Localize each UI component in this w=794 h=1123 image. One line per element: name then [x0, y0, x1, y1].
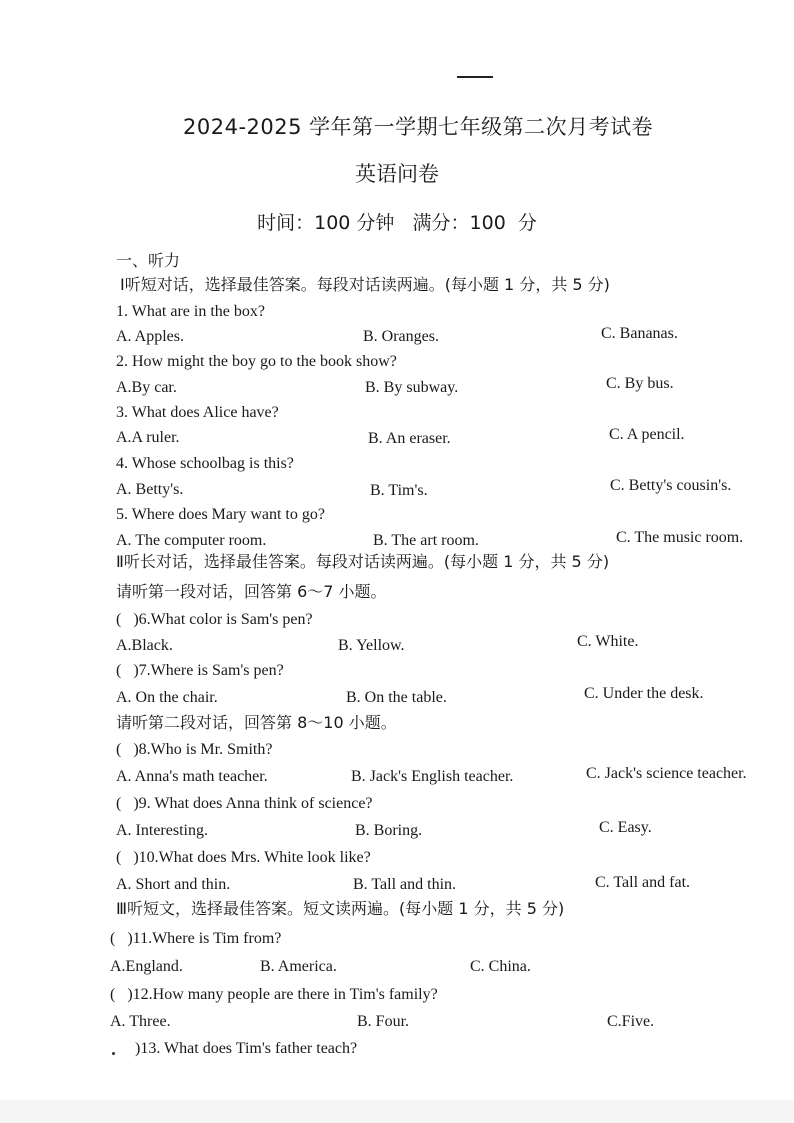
- q8-option-c: C. Jack's science teacher.: [586, 765, 747, 782]
- q10-option-c: C. Tall and fat.: [595, 874, 691, 891]
- q5-question: 5. Where does Mary want to go?: [116, 506, 325, 523]
- q8-option-a: A. Anna's math teacher.: [116, 768, 268, 785]
- q11-text: 11.Where is Tim from?: [132, 930, 282, 947]
- q11-question: [110, 929, 281, 949]
- q6-text: 6.What color is Sam's pen?: [138, 611, 313, 628]
- q6-option-a: A.Black.: [116, 637, 173, 654]
- q10-text: 10.What does Mrs. White look like?: [138, 849, 371, 866]
- answer-blank[interactable]: ( ): [110, 986, 133, 1003]
- q3-option-a: A.A ruler.: [116, 429, 180, 446]
- q12-option-b: B. Four.: [357, 1013, 410, 1030]
- q6-question: [116, 610, 313, 630]
- q9-option-c: C. Easy.: [599, 819, 652, 836]
- part2-instruction: Ⅱ听长对话，选择最佳答案。每段对话读两遍。(每小题 1 分，共 5 分): [116, 552, 610, 571]
- q7-option-c: C. Under the desk.: [584, 685, 704, 702]
- q10-option-a: A. Short and thin.: [116, 876, 231, 893]
- part3-instruction: Ⅲ听短文，选择最佳答案。短文读两遍。(每小题 1 分，共 5 分): [116, 899, 565, 918]
- answer-blank[interactable]: ( ): [116, 741, 139, 758]
- q9-question: [116, 794, 373, 814]
- dialog2-note: 请听第二段对话，回答第 8～10 小题。: [116, 713, 397, 732]
- section-heading: 一、听力: [116, 251, 181, 270]
- q5-option-a: A. The computer room.: [116, 532, 267, 549]
- q5-option-c: C. The music room.: [616, 529, 744, 546]
- q3-question: 3. What does Alice have?: [116, 404, 279, 421]
- scan-speck: [112, 1052, 115, 1055]
- q5-option-b: B. The art room.: [373, 532, 479, 549]
- q2-option-b: B. By subway.: [365, 379, 459, 396]
- answer-blank[interactable]: ( ): [110, 930, 133, 947]
- q1-option-c: C. Bananas.: [601, 325, 678, 342]
- time-score-line: 时间：100 分钟 满分：100 分: [257, 212, 537, 234]
- answer-blank[interactable]: ): [135, 1040, 141, 1057]
- q2-option-a: A.By car.: [116, 379, 177, 396]
- exam-subtitle: 英语问卷: [355, 162, 439, 186]
- q4-question: 4. Whose schoolbag is this?: [116, 455, 294, 472]
- q2-option-c: C. By bus.: [606, 375, 674, 392]
- q9-option-a: A. Interesting.: [116, 822, 208, 839]
- q4-option-b: B. Tim's.: [370, 482, 428, 499]
- q8-question: [116, 740, 272, 760]
- q7-text: 7.Where is Sam's pen?: [138, 662, 284, 679]
- q10-question: [116, 848, 371, 868]
- answer-blank[interactable]: ( ): [116, 611, 139, 628]
- q11-option-b: B. America.: [260, 958, 337, 975]
- q7-option-b: B. On the table.: [346, 689, 447, 706]
- q4-option-c: C. Betty's cousin's.: [610, 477, 732, 494]
- q1-question: 1. What are in the box?: [116, 303, 265, 320]
- q12-text: 12.How many people are there in Tim's family?: [132, 986, 438, 1003]
- q2-question: 2. How might the boy go to the book show?: [116, 353, 397, 370]
- exam-title: 2024-2025 学年第一学期七年级第二次月考试卷: [183, 115, 654, 139]
- q4-option-a: A. Betty's.: [116, 481, 184, 498]
- q3-option-b: B. An eraser.: [368, 430, 451, 447]
- q7-question: [116, 661, 284, 681]
- q12-option-c: C.Five.: [607, 1013, 655, 1030]
- q7-option-a: A. On the chair.: [116, 689, 218, 706]
- q1-option-b: B. Oranges.: [363, 328, 439, 345]
- answer-blank[interactable]: ( ): [116, 662, 139, 679]
- q9-option-b: B. Boring.: [355, 822, 423, 839]
- answer-blank[interactable]: ( ): [116, 849, 139, 866]
- part1-instruction: Ⅰ听短对话，选择最佳答案。每段对话读两遍。(每小题 1 分，共 5 分): [120, 275, 610, 294]
- q11-option-c: C. China.: [470, 958, 531, 975]
- answer-blank[interactable]: ( ): [116, 795, 139, 812]
- q13-question: [135, 1039, 357, 1059]
- q3-option-c: C. A pencil.: [609, 426, 685, 443]
- dialog1-note: 请听第一段对话，回答第 6～7 小题。: [116, 582, 387, 601]
- q8-option-b: B. Jack's English teacher.: [351, 768, 514, 785]
- q8-text: 8.Who is Mr. Smith?: [138, 741, 273, 758]
- q6-option-c: C. White.: [577, 633, 639, 650]
- q1-option-a: A. Apples.: [116, 328, 184, 345]
- top-rule: [457, 76, 493, 78]
- q12-option-a: A. Three.: [110, 1013, 171, 1030]
- q10-option-b: B. Tall and thin.: [353, 876, 457, 893]
- q12-question: [110, 985, 438, 1005]
- q6-option-b: B. Yellow.: [338, 637, 405, 654]
- q11-option-a: A.England.: [110, 958, 183, 975]
- page-bottom-margin: [0, 1100, 794, 1123]
- q13-text: 13. What does Tim's father teach?: [140, 1040, 358, 1057]
- q9-text: 9. What does Anna think of science?: [138, 795, 373, 812]
